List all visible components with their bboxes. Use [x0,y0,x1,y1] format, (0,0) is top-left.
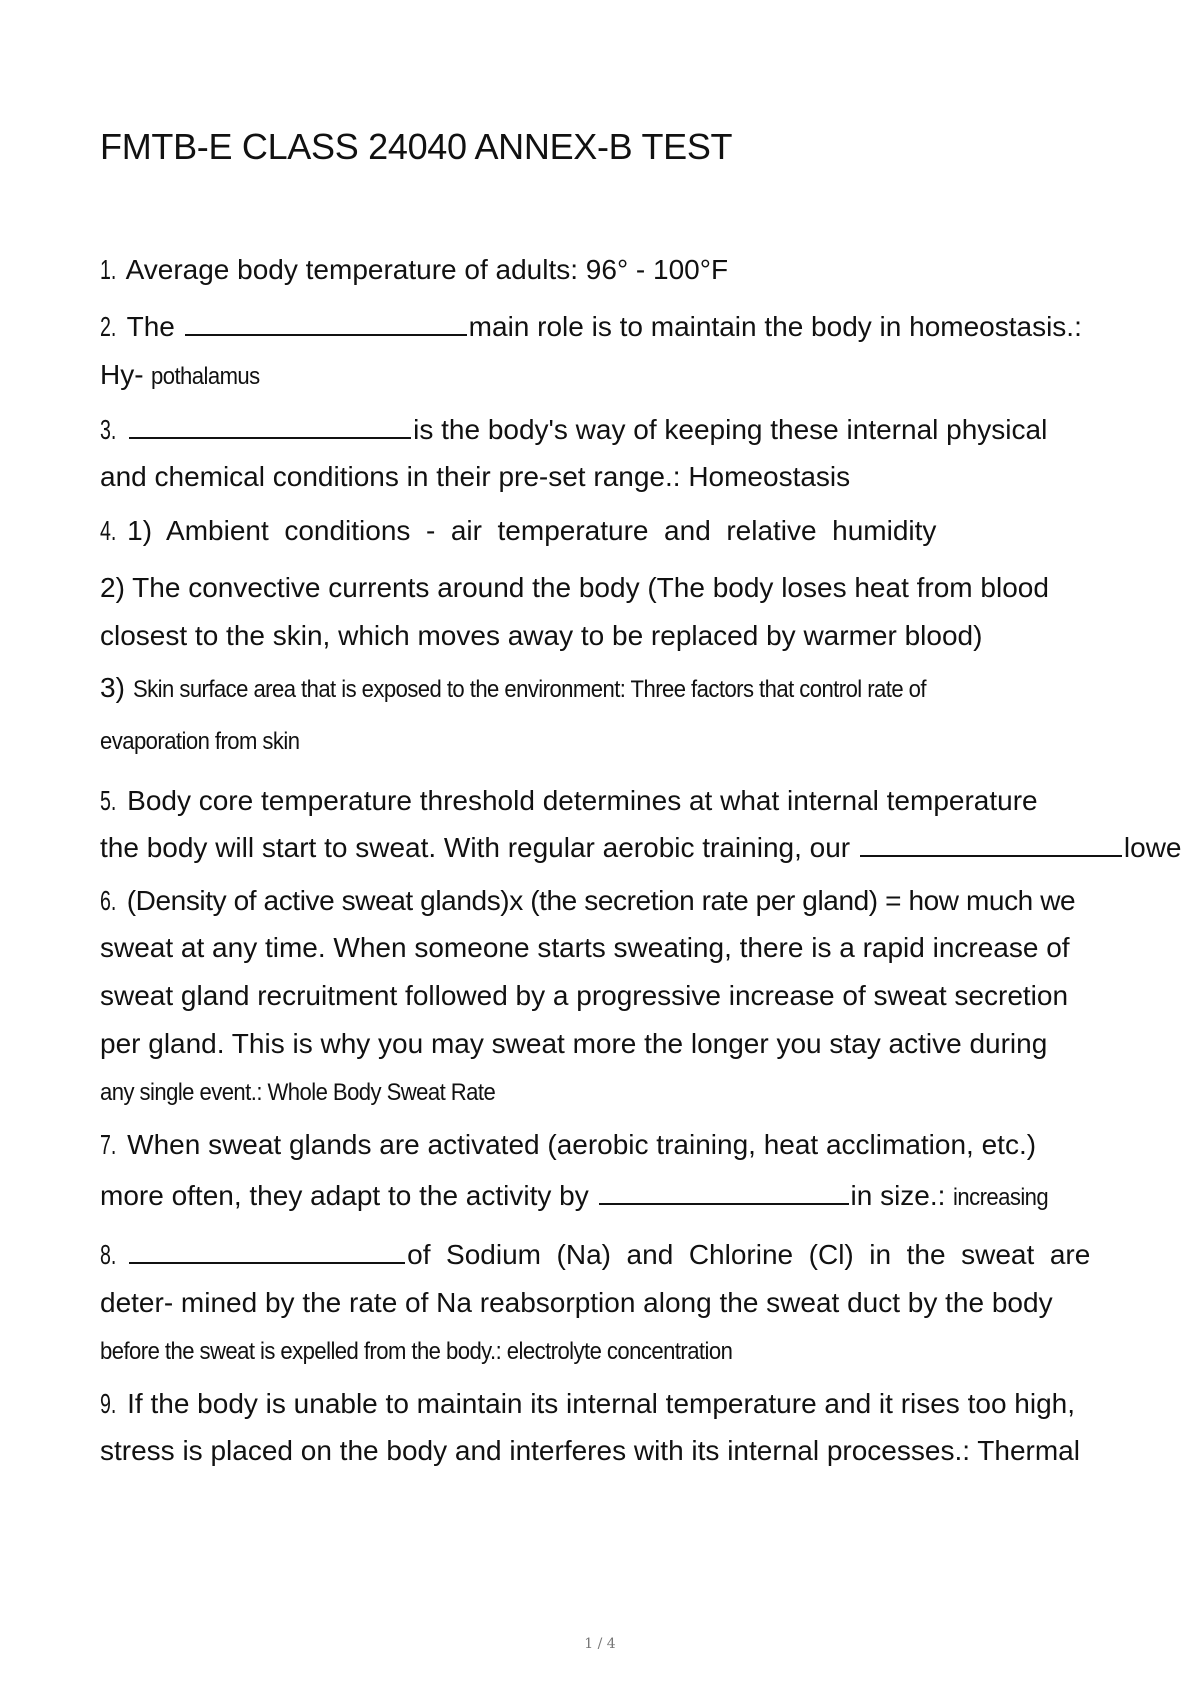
page-number: 1 / 4 [584,1636,616,1652]
question-7-cont: more often, they adapt to the activity by in size.: increasing [100,1180,1049,1211]
question-4-answer: evaporation from skin [100,728,300,755]
question-6: 6. (Density of active sweat glands)x (the secretion rate per gland) = how much we [100,885,1076,916]
question-6-cont: per gland. This is why you may sweat more the longer you stay active during [100,1028,1048,1059]
question-5-cont: the body will start to sweat. With regular aerobic training, our lowe [100,832,1182,863]
question-2-answer: Hy- pothalamus [100,359,260,390]
question-5: 5. Body core temperature threshold determines at what internal temperature [100,785,1038,816]
answer-blank [860,831,1122,857]
answer-blank [185,310,467,336]
question-1: 1. Average body temperature of adults: 96° - 100°F [100,254,729,285]
answer-blank [129,1238,405,1264]
question-4-cont: closest to the skin, which moves away to be replaced by warmer blood) [100,620,983,651]
question-4: 4. 1) Ambient conditions - air temperature and relative humidity [100,515,937,546]
answer-blank [129,413,411,439]
question-7: 7. When sweat glands are activated (aerobic training, heat acclimation, etc.) [100,1129,1037,1160]
question-8: 8. of Sodium (Na) and Chlorine (Cl) in the sweat are [100,1239,1091,1270]
question-2: 2. The main role is to maintain the body in homeostasis.: [100,311,1082,342]
question-4-cont: 2) The convective currents around the body (The body loses heat from blood [100,572,1049,603]
question-9: 9. If the body is unable to maintain its internal temperature and it rises too high, [100,1388,1076,1419]
question-8-cont: deter- mined by the rate of Na reabsorption along the sweat duct by the body [100,1287,1053,1318]
question-3-cont: and chemical conditions in their pre-set range.: Homeostasis [100,461,851,492]
question-9-cont: stress is placed on the body and interferes with its internal processes.: Thermal [100,1435,1080,1466]
question-6-cont: sweat at any time. When someone starts sweating, there is a rapid increase of [100,932,1070,963]
question-8-answer: before the sweat is expelled from the body.: electrolyte concentration [100,1338,733,1365]
question-4-cont: 3) Skin surface area that is exposed to the environment: Three factors that control rate of [100,672,926,703]
answer-blank [599,1179,849,1205]
question-6-cont: sweat gland recruitment followed by a progressive increase of sweat secretion [100,980,1069,1011]
document-title: FMTB-E CLASS 24040 ANNEX-B TEST [100,126,733,167]
question-6-answer: any single event.: Whole Body Sweat Rate [100,1079,496,1106]
question-3: 3. is the body's way of keeping these internal physical [100,414,1048,445]
